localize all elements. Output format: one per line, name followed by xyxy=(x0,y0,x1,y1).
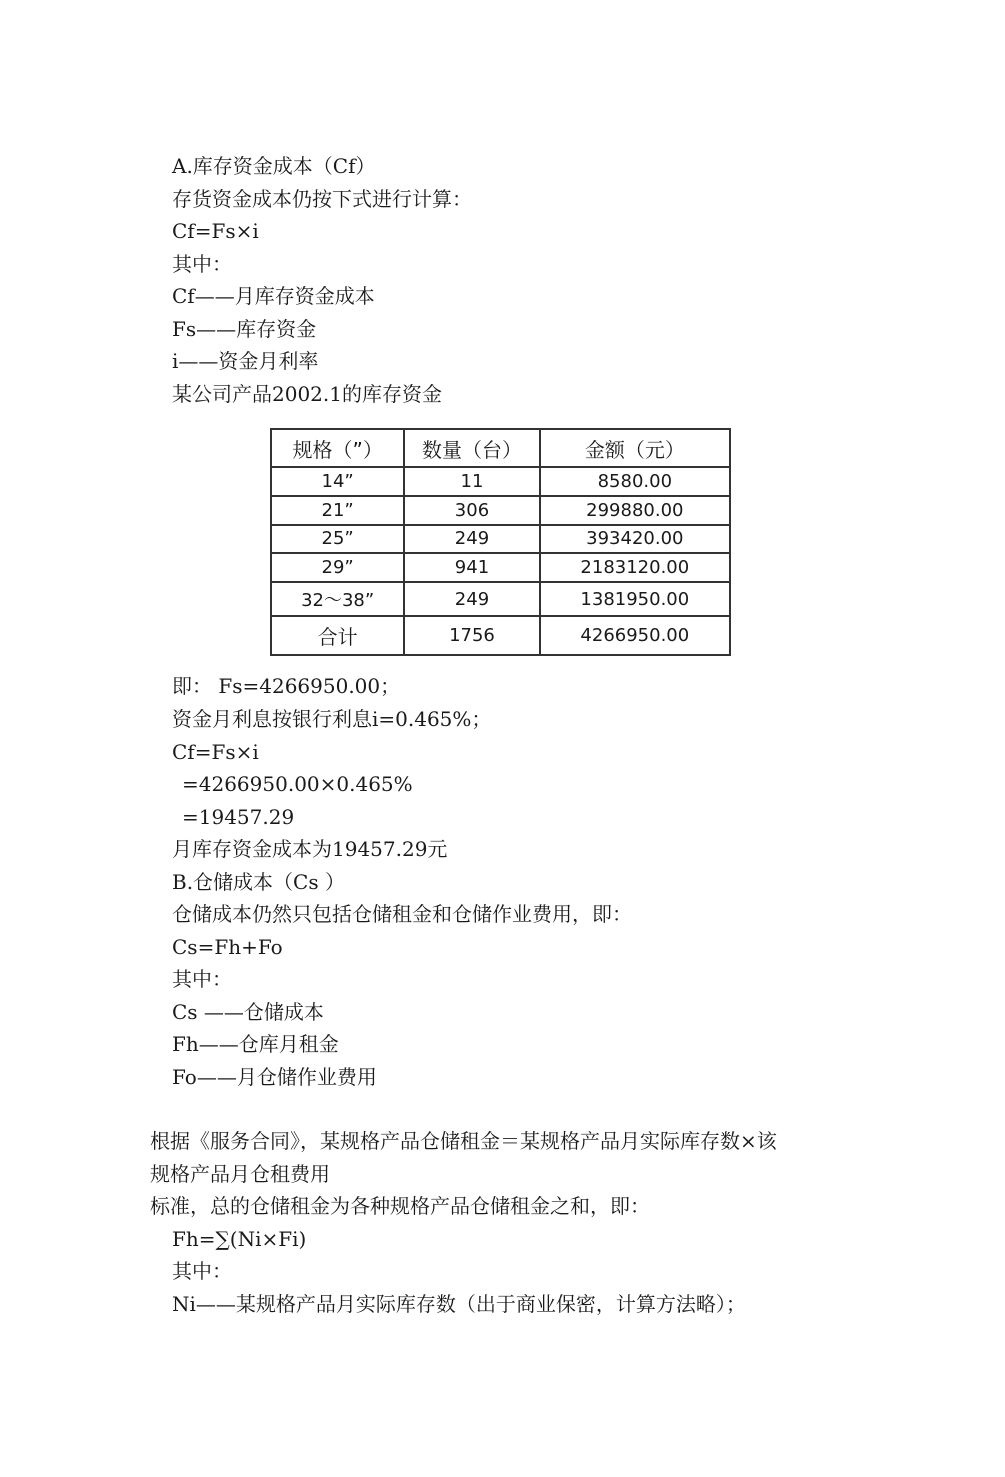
section-a-heading: A.库存资金成本（Cf） xyxy=(172,154,376,178)
section-b-heading: B.仓储成本（Cs ） xyxy=(172,870,345,894)
cell-total-amount: 4266950.00 xyxy=(540,616,730,655)
header-spec: 规格（”） xyxy=(271,429,404,467)
table-row xyxy=(271,467,730,496)
def-cs: Cs ——仓储成本 xyxy=(172,1000,324,1024)
def-fo: Fo——月仓储作业费用 xyxy=(172,1065,377,1089)
section-a-intro: 存货资金成本仍按下式进行计算： xyxy=(172,187,472,211)
cf-formula-calc: Cf=Fs×i xyxy=(172,740,259,764)
fs-value: 即： Fs=4266950.00； xyxy=(172,674,401,698)
cell-spec: 14” xyxy=(271,467,404,496)
cell-total-quantity: 1756 xyxy=(404,616,539,655)
table-row xyxy=(271,553,730,582)
def-fs: Fs——库存资金 xyxy=(172,317,317,341)
calc-step-1: =4266950.00×0.465% xyxy=(182,772,413,796)
cell-spec: 32～38” xyxy=(271,582,404,617)
table-row xyxy=(271,525,730,554)
cell-quantity: 249 xyxy=(404,582,539,617)
def-ni: Ni——某规格产品月实际库存数（出于商业保密，计算方法略）； xyxy=(172,1292,746,1316)
cf-formula: Cf=Fs×i xyxy=(172,219,259,243)
section-b-intro: 仓储成本仍然只包括仓储租金和仓储作业费用，即： xyxy=(172,902,632,926)
example-intro: 某公司产品2002.1的库存资金 xyxy=(172,382,442,406)
cell-quantity: 249 xyxy=(404,525,539,554)
where-label: 其中： xyxy=(172,252,232,276)
paragraph-line-2: 规格产品月仓租费用 xyxy=(150,1162,330,1186)
def-fh: Fh——仓库月租金 xyxy=(172,1032,339,1056)
table-header-row xyxy=(271,429,730,467)
cell-quantity: 306 xyxy=(404,496,539,525)
cell-quantity: 11 xyxy=(404,467,539,496)
header-quantity: 数量（台） xyxy=(404,429,539,467)
paragraph-line-3: 标准，总的仓储租金为各种规格产品仓储租金之和，即： xyxy=(150,1194,650,1218)
header-amount: 金额（元） xyxy=(540,429,730,467)
fh-formula: Fh=∑(Ni×Fi) xyxy=(172,1227,307,1251)
cell-amount: 2183120.00 xyxy=(540,553,730,582)
cell-amount: 299880.00 xyxy=(540,496,730,525)
cell-amount: 1381950.00 xyxy=(540,582,730,617)
cell-spec: 25” xyxy=(271,525,404,554)
calc-step-2: =19457.29 xyxy=(182,805,295,829)
inventory-table xyxy=(270,428,731,656)
cs-formula: Cs=Fh+Fo xyxy=(172,935,283,959)
table-row xyxy=(271,496,730,525)
cell-amount: 393420.00 xyxy=(540,525,730,554)
table-row xyxy=(271,582,730,617)
cell-spec: 21” xyxy=(271,496,404,525)
where-label-b: 其中： xyxy=(172,967,232,991)
calc-result: 月库存资金成本为19457.29元 xyxy=(172,837,448,861)
where-label-c: 其中： xyxy=(172,1259,232,1283)
cell-spec: 29” xyxy=(271,553,404,582)
interest-rate: 资金月利息按银行利息i=0.465%； xyxy=(172,707,492,731)
def-i: i——资金月利率 xyxy=(172,349,319,373)
cell-quantity: 941 xyxy=(404,553,539,582)
cell-amount: 8580.00 xyxy=(540,467,730,496)
def-cf: Cf——月库存资金成本 xyxy=(172,284,375,308)
paragraph-line-1: 根据《服务合同》，某规格产品仓储租金＝某规格产品月实际库存数×该 xyxy=(150,1129,777,1153)
cell-total-label: 合计 xyxy=(271,616,404,655)
table-total-row xyxy=(271,616,730,655)
